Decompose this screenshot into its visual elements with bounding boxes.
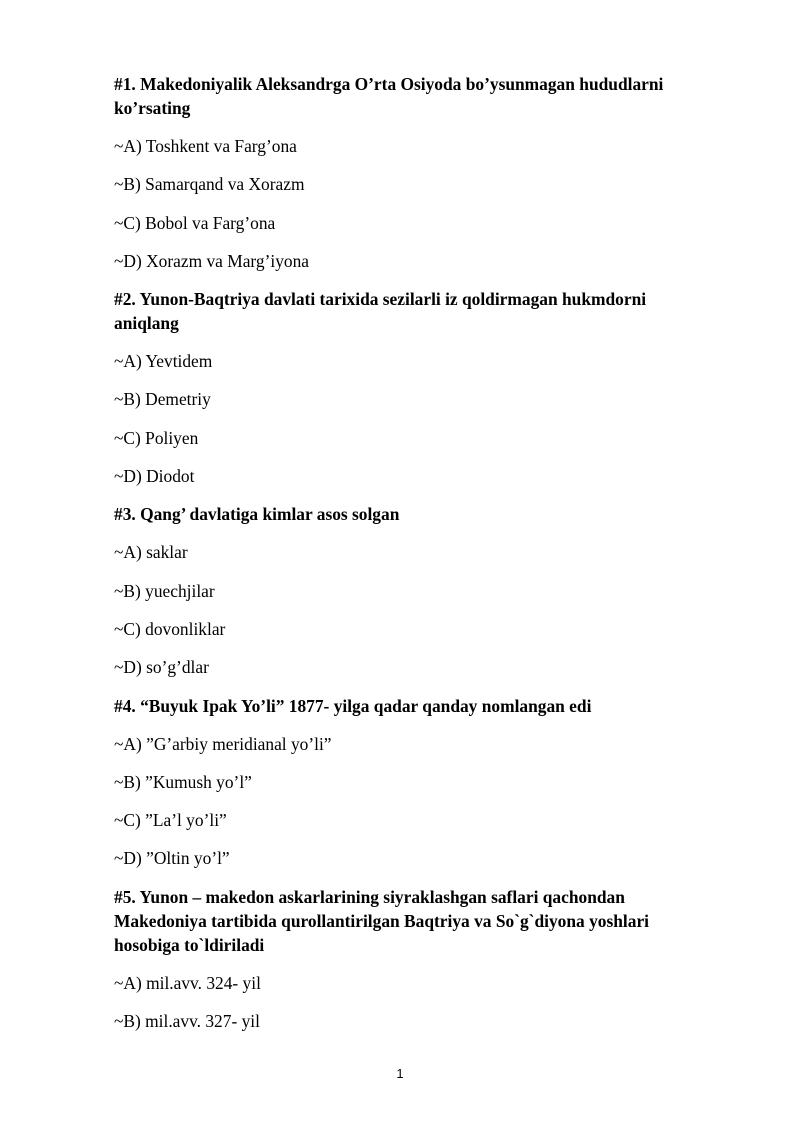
- document-page: [114, 72, 714, 1047]
- question-3-option-c: ~C) dovonliklar: [114, 618, 226, 639]
- question-4-title: #4. “Buyuk Ipak Yo’li” 1877- yilga qadar qanday nomlangan edi: [114, 695, 592, 716]
- page-number: 1: [396, 1066, 404, 1081]
- question-5: [114, 885, 714, 1033]
- question-2: [114, 287, 714, 488]
- question-5-title: #5. Yunon – makedon askarlarining siyraklashgan saflari qachondan Makedoniya tartibida qurollantirilgan Baqtriya va So`g`diyona yoshlari hosobiga to`ldiriladi: [114, 886, 649, 955]
- question-5-option-a: ~A) mil.avv. 324- yil: [114, 972, 261, 993]
- question-5-option-b: ~B) mil.avv. 327- yil: [114, 1011, 260, 1032]
- question-1-option-a: ~A) Toshkent va Farg’ona: [114, 136, 297, 156]
- question-1-option-b: ~B) Samarqand va Xorazm: [114, 174, 305, 195]
- question-4-option-c: ~C) ”La’l yo’li”: [114, 810, 227, 831]
- question-2-option-b: ~B) Demetriy: [114, 389, 211, 410]
- question-2-option-c: ~C) Poliyen: [114, 427, 199, 448]
- question-1-option-d: ~D) Xorazm va Marg’iyona: [114, 250, 310, 271]
- question-4-option-d: ~D) ”Oltin yo’l”: [114, 848, 230, 869]
- question-4: [114, 694, 714, 871]
- question-3-option-d: ~D) so’g’dlar: [114, 657, 209, 678]
- question-2-title: #2. Yunon-Baqtriya davlati tarixida sezilarli iz qoldirmagan hukmdorni aniqlang: [114, 289, 647, 334]
- question-1-title: #1. Makedoniyalik Aleksandrga O’rta Osiyoda bo’ysunmagan hududlarni ko’rsating: [114, 74, 664, 118]
- question-3: [114, 502, 714, 679]
- question-1-option-c: ~C) Bobol va Farg’ona: [114, 212, 276, 233]
- question-4-option-b: ~B) ”Kumush yo’l”: [114, 771, 252, 792]
- question-2-option-a: ~A) Yevtidem: [114, 351, 213, 372]
- question-3-title: #3. Qang’ davlatiga kimlar asos solgan: [114, 504, 400, 525]
- question-3-option-a: ~A) saklar: [114, 542, 188, 563]
- question-3-option-b: ~B) yuechjilar: [114, 580, 215, 601]
- question-2-option-d: ~D) Diodot: [114, 466, 195, 487]
- question-4-option-a: ~A) ”G’arbiy meridianal yo’li”: [114, 733, 332, 754]
- question-1: [114, 72, 714, 273]
